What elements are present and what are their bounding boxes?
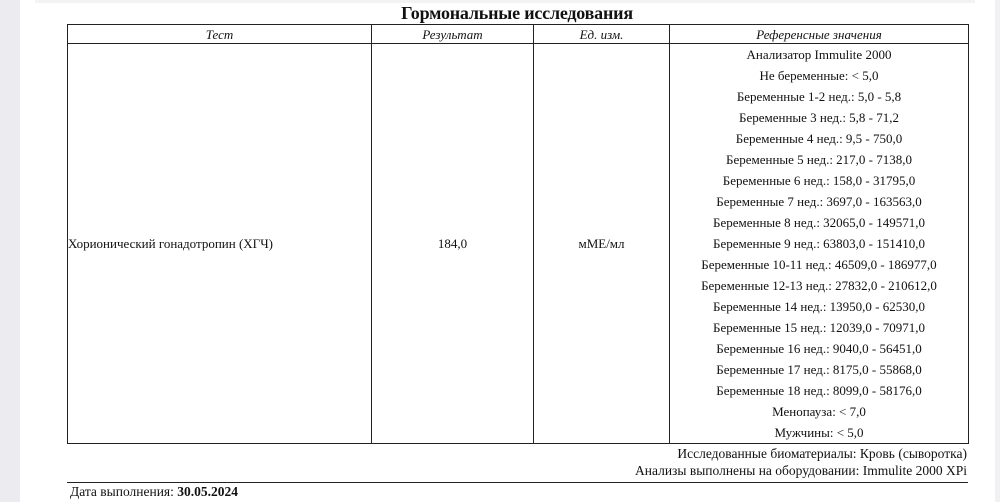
reference-line: Беременные 3 нед.: 5,8 - 71,2 (738, 110, 900, 125)
reference-line: Мужчины: < 5,0 (774, 425, 864, 440)
header-test: Тест (68, 25, 372, 44)
reference-line: Беременные 6 нед.: 158,0 - 31795,0 (722, 173, 916, 188)
reference-line: Беременные 14 нед.: 13950,0 - 62530,0 (712, 299, 926, 314)
results-table (67, 24, 969, 444)
execution-date (70, 484, 238, 500)
viewer-right-margin (995, 0, 1000, 502)
footer-divider (67, 482, 968, 483)
reference-line: Беременные 17 нед.: 8175,0 - 55868,0 (716, 362, 922, 377)
reference-line: Беременные 15 нед.: 12039,0 - 70971,0 (712, 320, 926, 335)
reference-line: Беременные 10-11 нед.: 46509,0 - 186977,0 (701, 257, 937, 272)
reference-analyzer: Анализатор Immulite 2000 (746, 47, 892, 62)
reference-line: Беременные 9 нед.: 63803,0 - 151410,0 (712, 236, 926, 251)
test-result: 184,0 (372, 44, 534, 444)
section-title: Гормональные исследования (401, 3, 633, 23)
reference-line: Беременные 7 нед.: 3697,0 - 163563,0 (716, 194, 922, 209)
biomaterial-note: Исследованные биоматериалы: Кровь (сыворотка) (677, 446, 967, 461)
reference-line: Беременные 12-13 нед.: 27832,0 - 210612,0 (701, 278, 937, 293)
test-name: Хорионический гонадотропин (ХГЧ) (68, 44, 372, 444)
equipment-note: Анализы выполнены на оборудовании: Immulite 2000 XPi (635, 463, 967, 478)
table-row (68, 44, 969, 444)
viewer-left-margin (0, 0, 20, 502)
reference-line: Не беременные: < 5,0 (759, 68, 879, 83)
reference-line: Беременные 16 нед.: 9040,0 - 56451,0 (716, 341, 922, 356)
test-units: мМЕ/мл (534, 44, 670, 444)
reference-line: Беременные 5 нед.: 217,0 - 7138,0 (725, 152, 913, 167)
table-header-row (68, 25, 969, 44)
date-label: Дата выполнения: (70, 484, 174, 499)
reference-line: Беременные 18 нед.: 8099,0 - 58176,0 (716, 383, 922, 398)
header-reference: Референсные значения (670, 25, 969, 44)
reference-line: Менопауза: < 7,0 (772, 404, 866, 419)
date-value: 30.05.2024 (177, 484, 239, 499)
reference-line: Беременные 1-2 нед.: 5,0 - 5,8 (736, 89, 902, 104)
reference-line: Беременные 4 нед.: 9,5 - 750,0 (735, 131, 903, 146)
reference-values (670, 44, 969, 444)
header-result: Результат (372, 25, 534, 44)
header-units: Ед. изм. (534, 25, 670, 44)
reference-line: Беременные 8 нед.: 32065,0 - 149571,0 (712, 215, 926, 230)
